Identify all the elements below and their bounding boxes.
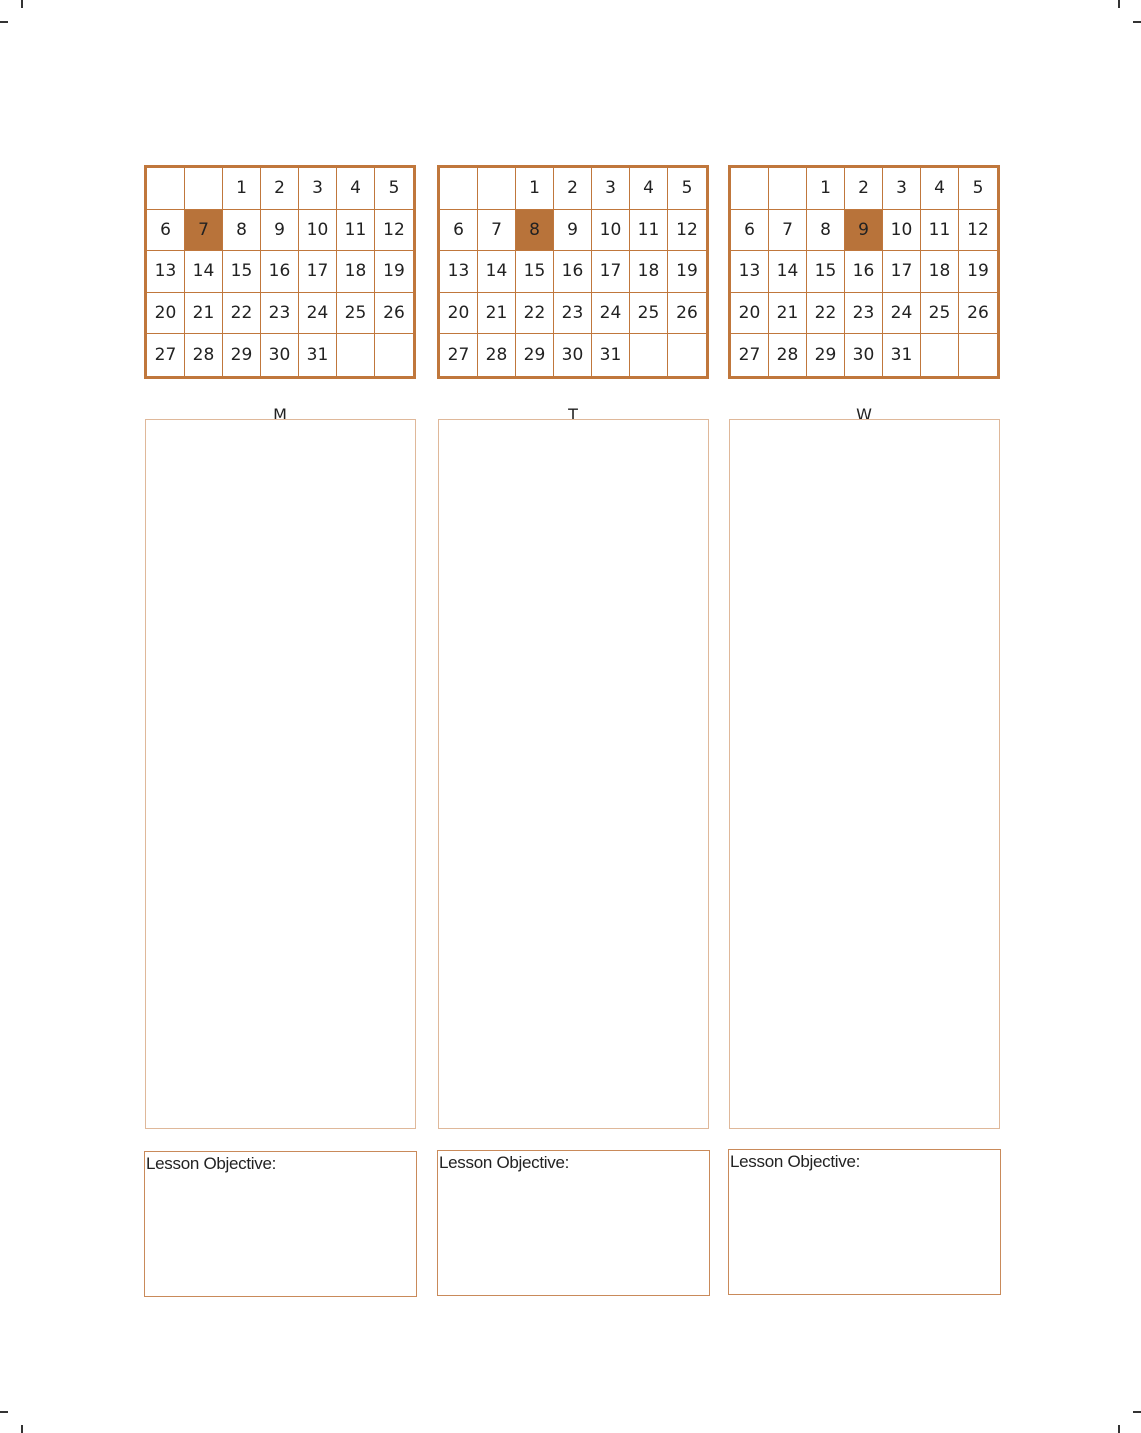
calendar-day[interactable]: 30	[261, 334, 299, 376]
calendar-day[interactable]: 24	[592, 293, 630, 335]
lesson-objective-box[interactable]	[144, 1151, 417, 1297]
calendar-day[interactable]: 1	[516, 168, 554, 210]
calendar-day[interactable]: 27	[440, 334, 478, 376]
calendar-day[interactable]: 19	[668, 251, 706, 293]
calendar-day[interactable]: 20	[440, 293, 478, 335]
calendar-day[interactable]: 23	[554, 293, 592, 335]
calendar-day[interactable]: 28	[769, 334, 807, 376]
calendar-day-selected[interactable]: 7	[185, 210, 223, 252]
calendar-empty-cell	[478, 168, 516, 210]
calendar-day[interactable]: 27	[147, 334, 185, 376]
calendar-day[interactable]: 24	[883, 293, 921, 335]
calendar-empty-cell	[630, 334, 668, 376]
calendar-day[interactable]: 21	[478, 293, 516, 335]
calendar-day[interactable]: 13	[147, 251, 185, 293]
crop-mark	[1133, 21, 1141, 23]
calendar-day[interactable]: 31	[299, 334, 337, 376]
calendar-day[interactable]: 15	[223, 251, 261, 293]
calendar-day[interactable]: 12	[375, 210, 413, 252]
lesson-objective-label: Lesson Objective:	[146, 1154, 277, 1173]
day-column-wednesday	[728, 165, 1000, 1171]
calendar-day[interactable]: 2	[845, 168, 883, 210]
calendar-day[interactable]: 18	[337, 251, 375, 293]
calendar-day[interactable]: 20	[147, 293, 185, 335]
calendar-day[interactable]: 29	[223, 334, 261, 376]
calendar-day[interactable]: 11	[921, 210, 959, 252]
crop-mark	[1133, 1411, 1141, 1413]
calendar-day[interactable]: 29	[807, 334, 845, 376]
day-label: M	[273, 405, 287, 424]
calendar-day[interactable]: 6	[731, 210, 769, 252]
calendar-empty-cell	[440, 168, 478, 210]
calendar-day[interactable]: 13	[731, 251, 769, 293]
calendar-day[interactable]: 14	[478, 251, 516, 293]
crop-mark	[0, 21, 8, 23]
calendar-day[interactable]: 16	[261, 251, 299, 293]
calendar-empty-cell	[668, 334, 706, 376]
calendar-day[interactable]: 10	[592, 210, 630, 252]
notes-area[interactable]	[438, 419, 709, 1129]
calendar-day[interactable]: 14	[185, 251, 223, 293]
calendar-day[interactable]: 6	[147, 210, 185, 252]
calendar-day[interactable]: 5	[959, 168, 997, 210]
calendar-empty-cell	[185, 168, 223, 210]
calendar-day[interactable]: 25	[337, 293, 375, 335]
calendar-day[interactable]: 17	[592, 251, 630, 293]
calendar-day-selected[interactable]: 9	[845, 210, 883, 252]
calendar-day[interactable]: 13	[440, 251, 478, 293]
calendar-day[interactable]: 2	[554, 168, 592, 210]
calendar-day[interactable]: 1	[223, 168, 261, 210]
calendar-empty-cell	[769, 168, 807, 210]
lesson-objective-box[interactable]	[437, 1150, 710, 1296]
calendar-day[interactable]: 7	[478, 210, 516, 252]
lesson-objective-box[interactable]	[728, 1149, 1001, 1295]
mini-calendar	[437, 165, 709, 379]
calendar-day[interactable]: 30	[554, 334, 592, 376]
calendar-day[interactable]: 22	[516, 293, 554, 335]
calendar-day[interactable]: 25	[630, 293, 668, 335]
calendar-day[interactable]: 4	[921, 168, 959, 210]
calendar-day[interactable]: 6	[440, 210, 478, 252]
calendar-day[interactable]: 11	[630, 210, 668, 252]
calendar-empty-cell	[921, 334, 959, 376]
calendar-day[interactable]: 19	[959, 251, 997, 293]
crop-mark	[1118, 0, 1120, 8]
day-column-monday	[144, 165, 416, 1173]
calendar-day[interactable]: 8	[807, 210, 845, 252]
calendar-day[interactable]: 9	[554, 210, 592, 252]
day-label: T	[568, 405, 578, 424]
calendar-day[interactable]: 16	[554, 251, 592, 293]
calendar-day[interactable]: 22	[807, 293, 845, 335]
notes-area[interactable]	[729, 419, 1000, 1129]
calendar-day[interactable]: 26	[375, 293, 413, 335]
crop-mark	[0, 1411, 8, 1413]
calendar-day[interactable]: 17	[299, 251, 337, 293]
calendar-day[interactable]: 7	[769, 210, 807, 252]
calendar-day[interactable]: 16	[845, 251, 883, 293]
calendar-day[interactable]: 8	[223, 210, 261, 252]
calendar-day[interactable]: 22	[223, 293, 261, 335]
calendar-day[interactable]: 28	[478, 334, 516, 376]
calendar-day[interactable]: 19	[375, 251, 413, 293]
calendar-day[interactable]: 4	[630, 168, 668, 210]
calendar-day[interactable]: 9	[261, 210, 299, 252]
calendar-day[interactable]: 3	[592, 168, 630, 210]
calendar-empty-cell	[731, 168, 769, 210]
calendar-day[interactable]: 20	[731, 293, 769, 335]
calendar-day[interactable]: 21	[185, 293, 223, 335]
calendar-day[interactable]: 15	[516, 251, 554, 293]
calendar-day[interactable]: 18	[921, 251, 959, 293]
calendar-day[interactable]: 26	[959, 293, 997, 335]
mini-calendar	[728, 165, 1000, 379]
calendar-day[interactable]: 31	[592, 334, 630, 376]
calendar-day[interactable]: 26	[668, 293, 706, 335]
calendar-day[interactable]: 12	[668, 210, 706, 252]
calendar-day[interactable]: 5	[375, 168, 413, 210]
calendar-day[interactable]: 3	[299, 168, 337, 210]
calendar-day[interactable]: 18	[630, 251, 668, 293]
lesson-objective-label: Lesson Objective:	[730, 1152, 861, 1171]
calendar-day[interactable]: 10	[299, 210, 337, 252]
crop-mark	[1118, 1425, 1120, 1433]
calendar-day[interactable]: 1	[807, 168, 845, 210]
calendar-day[interactable]: 12	[959, 210, 997, 252]
mini-calendar	[144, 165, 416, 379]
calendar-day[interactable]: 23	[845, 293, 883, 335]
calendar-day[interactable]: 28	[185, 334, 223, 376]
calendar-empty-cell	[375, 334, 413, 376]
calendar-day[interactable]: 24	[299, 293, 337, 335]
calendar-day[interactable]: 3	[883, 168, 921, 210]
calendar-day-selected[interactable]: 8	[516, 210, 554, 252]
calendar-day[interactable]: 10	[883, 210, 921, 252]
calendar-day[interactable]: 15	[807, 251, 845, 293]
calendar-day[interactable]: 11	[337, 210, 375, 252]
calendar-day[interactable]: 27	[731, 334, 769, 376]
notes-area[interactable]	[145, 419, 416, 1129]
day-column-tuesday	[437, 165, 709, 1172]
calendar-day[interactable]: 29	[516, 334, 554, 376]
crop-mark	[21, 1425, 23, 1433]
calendar-empty-cell	[147, 168, 185, 210]
calendar-day[interactable]: 2	[261, 168, 299, 210]
calendar-day[interactable]: 14	[769, 251, 807, 293]
calendar-day[interactable]: 23	[261, 293, 299, 335]
calendar-empty-cell	[337, 334, 375, 376]
lesson-objective-label: Lesson Objective:	[439, 1153, 570, 1172]
calendar-day[interactable]: 25	[921, 293, 959, 335]
day-label: W	[856, 405, 872, 424]
calendar-day[interactable]: 21	[769, 293, 807, 335]
calendar-day[interactable]: 17	[883, 251, 921, 293]
calendar-day[interactable]: 5	[668, 168, 706, 210]
calendar-empty-cell	[959, 334, 997, 376]
calendar-day[interactable]: 31	[883, 334, 921, 376]
calendar-day[interactable]: 4	[337, 168, 375, 210]
calendar-day[interactable]: 30	[845, 334, 883, 376]
crop-mark	[21, 0, 23, 8]
